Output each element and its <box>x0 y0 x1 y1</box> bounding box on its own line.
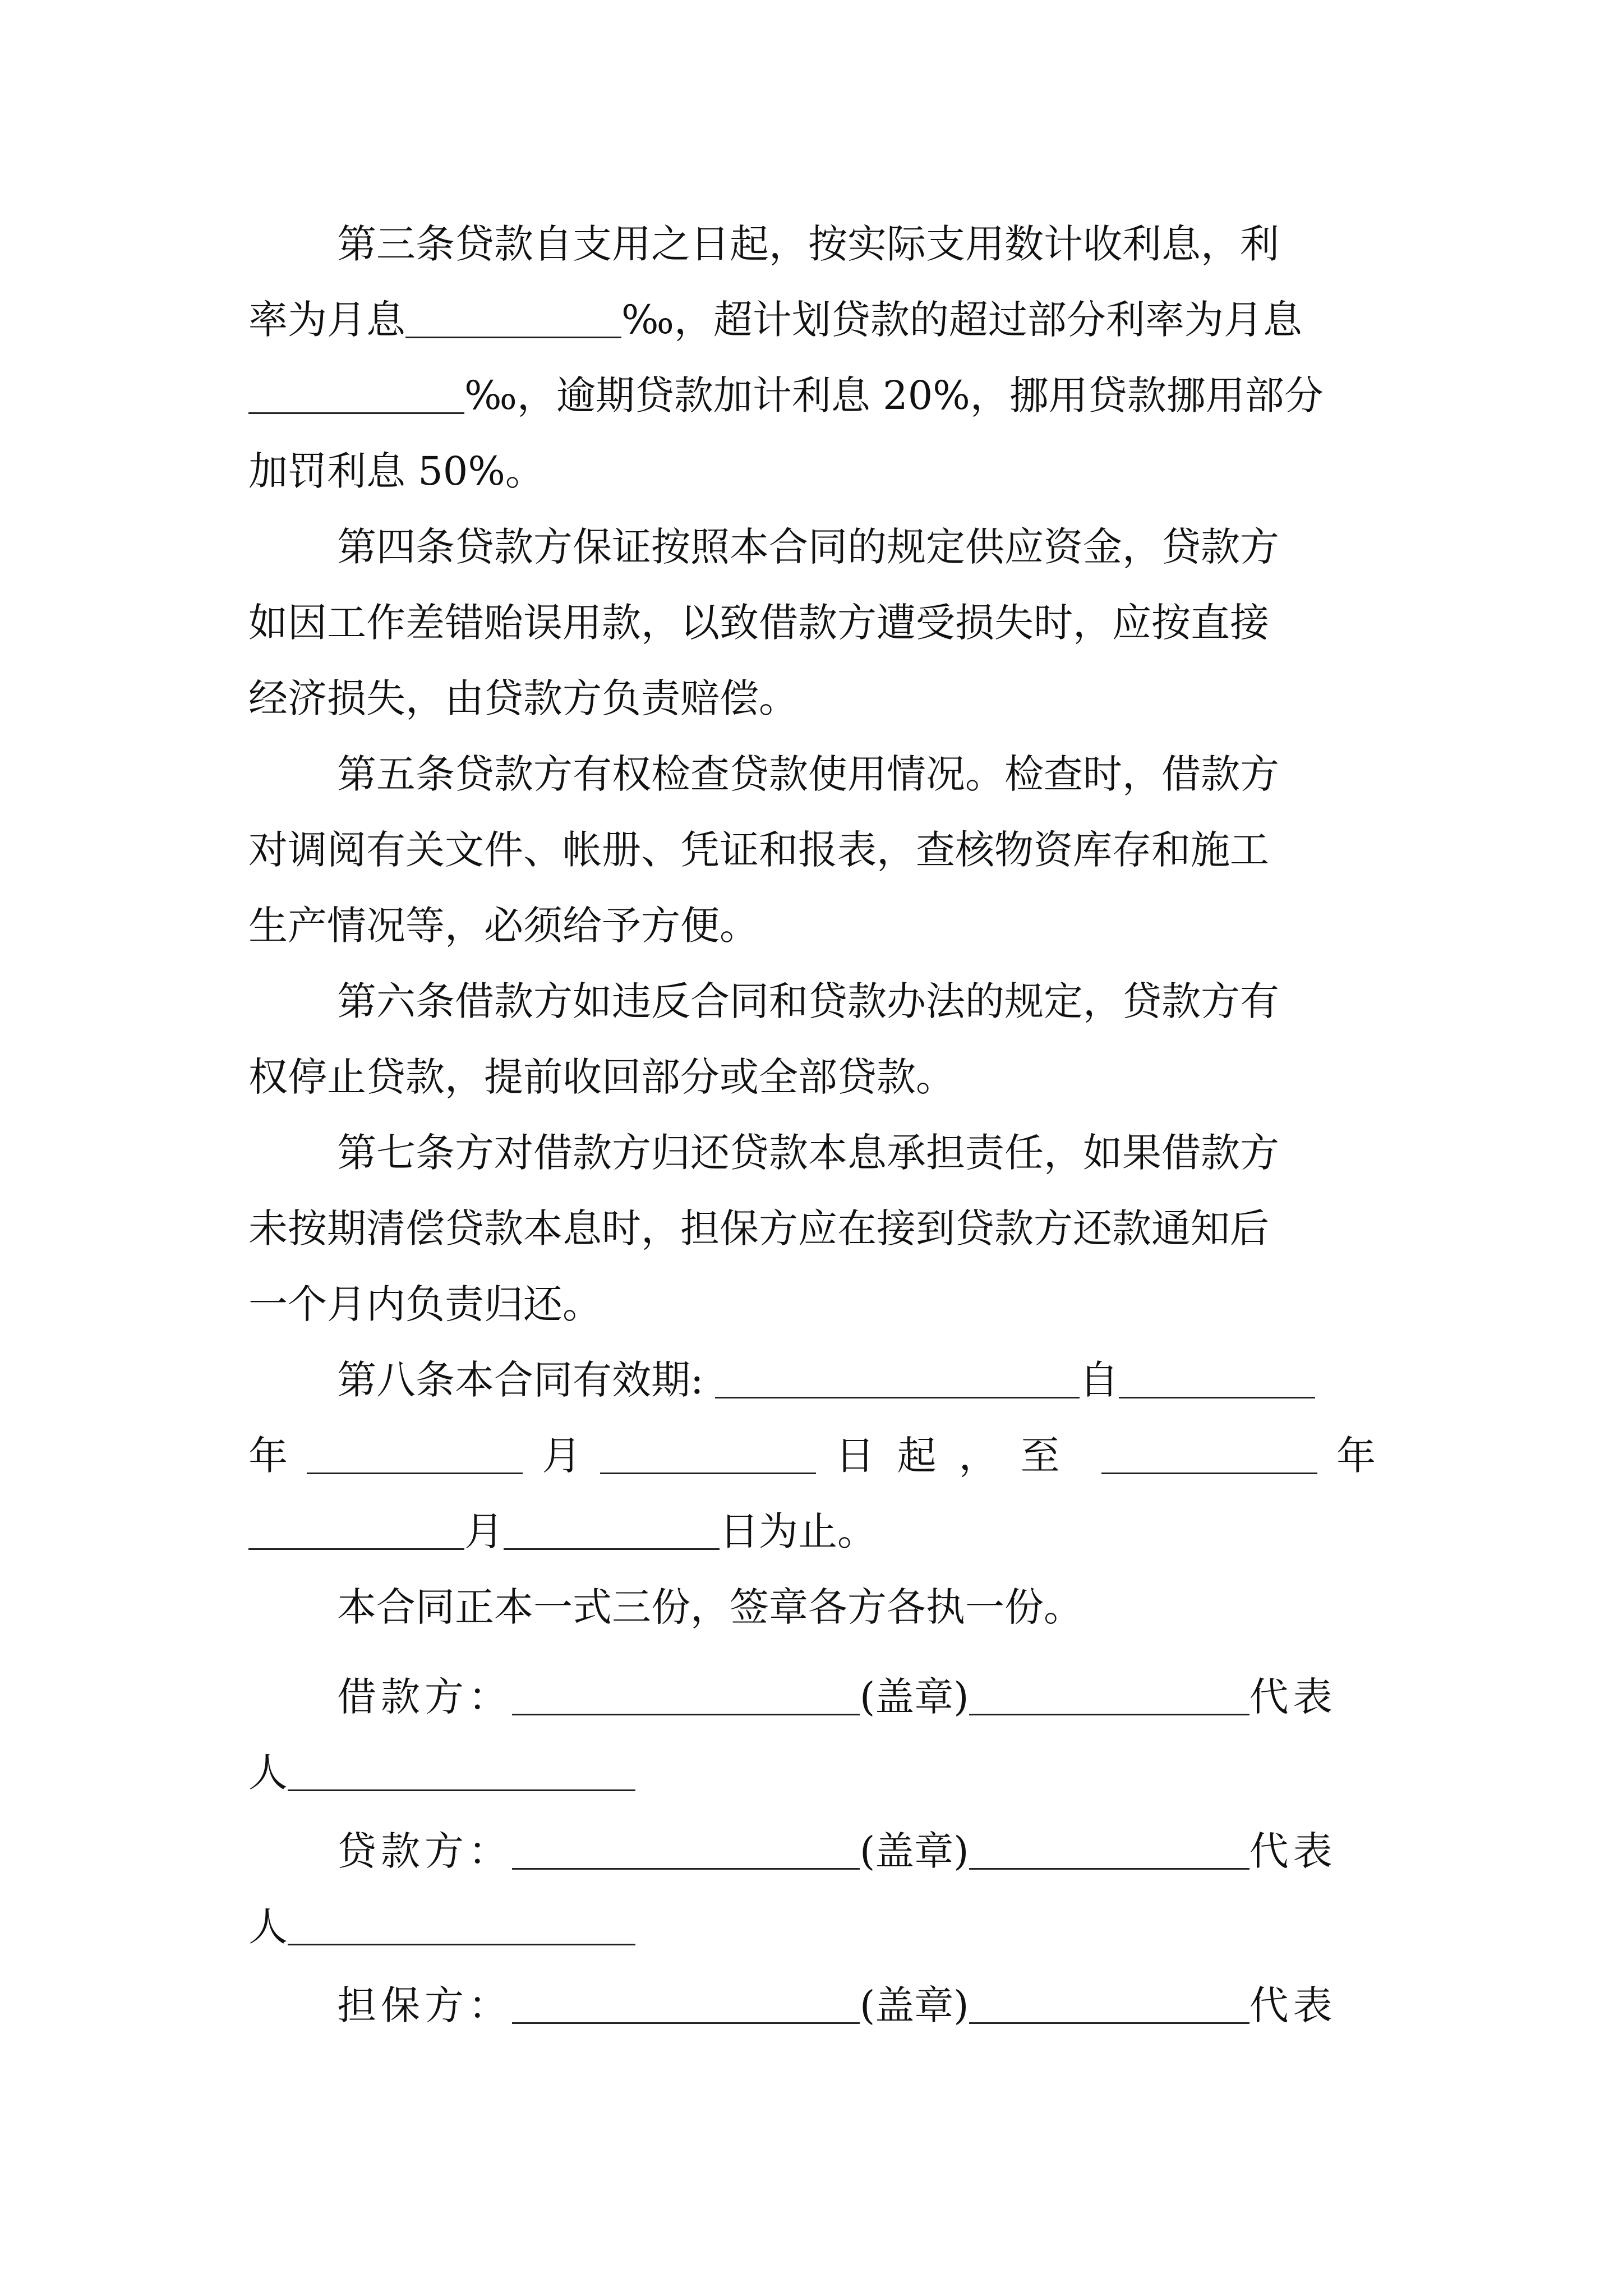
borrower-name-blank[interactable] <box>512 1679 860 1715</box>
article-4-line-2: 如因工作差错贻误用款，以致借款方遭受损失时，应按直接 <box>248 600 1269 646</box>
borrower-seal-blank[interactable] <box>969 1679 1249 1715</box>
end-day-blank[interactable] <box>504 1513 720 1550</box>
article-3-line-3: ‰，逾期贷款加计利息 20%，挪用贷款挪用部分 <box>248 362 1376 429</box>
article-6-line-2: 权停止贷款，提前收回部分或全部贷款。 <box>248 1054 955 1100</box>
guarantor-name-blank[interactable] <box>512 1987 860 2024</box>
signature-borrower: 借款方： (盖章) 代表 <box>337 1674 1337 1720</box>
article-7-line-2: 未按期清偿贷款本息时，担保方应在接到贷款方还款通知后 <box>248 1205 1269 1251</box>
start-month-blank[interactable] <box>307 1438 523 1474</box>
article-8-line-1: 第八条本合同有效期: 自 <box>248 1346 1376 1414</box>
end-year-blank[interactable] <box>1101 1438 1317 1474</box>
article-7-line-3: 一个月内负责归还。 <box>248 1281 602 1327</box>
lender-representative-blank[interactable] <box>288 1909 635 1945</box>
article-7-line-1: 第七条方对借款方归还贷款本息承担责任，如果借款方 <box>337 1130 1279 1176</box>
signature-guarantor: 担保方： (盖章) 代表 <box>337 1982 1337 2028</box>
end-month-blank[interactable] <box>248 1513 464 1550</box>
article-3-line-2: 率为月息 ‰，超计划贷款的超过部分利率为月息 <box>248 297 1302 343</box>
article-8-line-3: 月 日为止。 <box>248 1498 1376 1565</box>
article-3-line-4: 加罚利息 50%。 <box>248 448 545 494</box>
signature-lender: 贷款方： (盖章) 代表 <box>337 1828 1337 1874</box>
article-6-line-1: 第六条借款方如违反合同和贷款办法的规定，贷款方有 <box>337 978 1279 1024</box>
over-plan-rate-blank[interactable] <box>248 378 464 414</box>
lender-seal-blank[interactable] <box>969 1833 1249 1870</box>
borrower-representative-blank[interactable] <box>288 1755 635 1791</box>
article-4-line-1: 第四条贷款方保证按照本合同的规定供应资金，贷款方 <box>337 524 1279 570</box>
article-4-line-3: 经济损失，由贷款方负责赔偿。 <box>248 675 798 721</box>
validity-period-blank[interactable] <box>715 1362 1080 1398</box>
copies-statement: 本合同正本一式三份，签章各方各执一份。 <box>337 1584 1083 1630</box>
article-5-line-2: 对调阅有关文件、帐册、凭证和报表，查核物资库存和施工 <box>248 827 1269 873</box>
article-5-line-1: 第五条贷款方有权检查贷款使用情况。检查时，借款方 <box>337 751 1279 797</box>
article-8-line-2: 年 月 日起，至 年 <box>248 1433 1376 1479</box>
guarantor-seal-blank[interactable] <box>969 1987 1249 2024</box>
interest-rate-blank[interactable] <box>405 302 621 338</box>
signature-lender-rep: 人 <box>248 1893 1376 1961</box>
lender-name-blank[interactable] <box>512 1833 860 1870</box>
article-5-line-3: 生产情况等，必须给予方便。 <box>248 903 759 949</box>
start-day-blank[interactable] <box>600 1438 816 1474</box>
signature-borrower-rep: 人 <box>248 1739 1376 1806</box>
article-3-line-1: 第三条贷款自支用之日起，按实际支用数计收利息，利 <box>337 221 1279 267</box>
start-year-prefix-blank[interactable] <box>1119 1362 1315 1398</box>
